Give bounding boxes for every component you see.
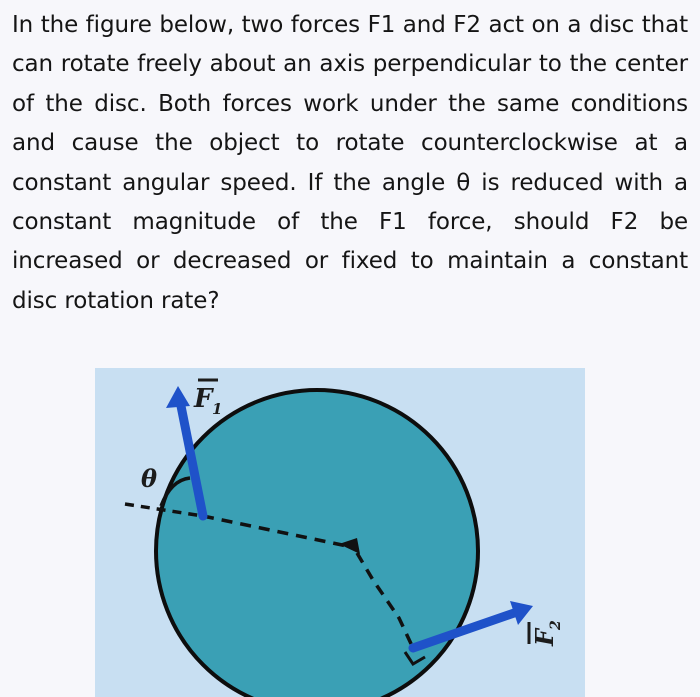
question-text: In the figure below, two forces F1 and F2 act on a disc that can rotate freely about an axis perpendicular to the center of the disc. Both forces work under the same conditions and cause the object to rotate counterclockwise at a constant angular speed. If the angle θ is reduced with a constant magnitude of the F1 force, should F2 be increased or decreased or fixed to maintain a constant disc rotation rate?	[12, 12, 688, 314]
force2-label: F	[530, 628, 559, 646]
force1-label: F	[194, 384, 213, 414]
force1-subscript: 1	[212, 400, 223, 418]
disc	[156, 390, 478, 697]
force2-subscript: 2	[548, 620, 564, 630]
disc-figure	[95, 368, 585, 697]
angle-label: θ	[141, 464, 158, 493]
